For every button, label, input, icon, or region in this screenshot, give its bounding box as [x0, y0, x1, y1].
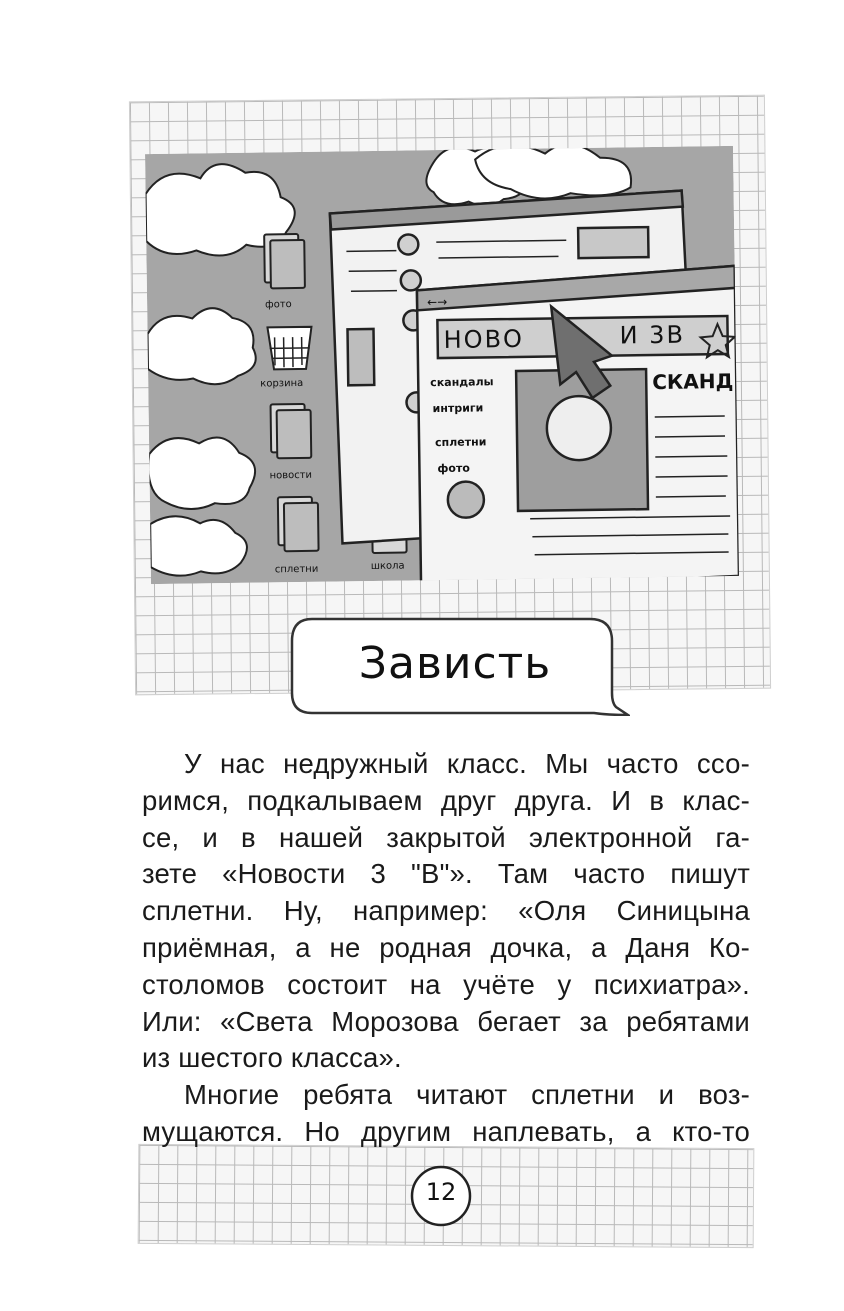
text-line: Или: «Света Морозова бегает за ребятами	[142, 1005, 750, 1037]
paragraph-1	[142, 746, 750, 1077]
menu-item-intrigues: интриги	[432, 401, 484, 416]
text-line: римся, подкалываем друг друга. И в клас-	[142, 784, 750, 816]
chapter-illustration	[145, 146, 739, 584]
browser-nav-arrows: ←→	[427, 294, 448, 310]
text-line: сплетни. Ну, например: «Оля Синицына	[142, 895, 750, 927]
text-line: Многие ребята читают сплетни и воз-	[184, 1079, 750, 1111]
icon-label-gossip: сплетни	[274, 563, 319, 576]
avatar	[448, 481, 484, 517]
page-number: 12	[425, 1178, 457, 1206]
text-line: из шестого класса».	[142, 1042, 402, 1074]
menu-item-gossip: сплетни	[434, 435, 487, 450]
menu-item-photo: фото	[437, 461, 470, 476]
text-line: зете «Новости 3 "В"». Там часто пишут	[142, 858, 750, 890]
body-text	[142, 746, 750, 1151]
icon-label-trash: корзина	[260, 377, 304, 390]
text-line: мущаются. Но другим наплевать, а кто-то	[142, 1115, 750, 1147]
icon-label-news: новости	[269, 469, 313, 482]
site-title-tail: И 3В	[619, 320, 686, 350]
site-title: НОВО	[443, 324, 525, 354]
menu-item-scandals: скандалы	[430, 375, 494, 390]
icon-label-school: школа	[370, 560, 405, 573]
text-line: приёмная, а не родная дочка, а Даня Ко-	[142, 931, 750, 963]
text-line: се, и в нашей закрытой электронной га-	[142, 821, 750, 853]
headline: СКАНД	[652, 368, 734, 395]
chapter-title: Зависть	[358, 638, 552, 689]
text-line: столомов состоит на учёте у психиатра».	[142, 968, 750, 1000]
browser-window	[417, 266, 739, 584]
text-line: У нас недружный класс. Мы часто ссо-	[184, 748, 750, 779]
paragraph-2	[142, 1077, 750, 1151]
icon-label-photo: фото	[265, 299, 292, 311]
